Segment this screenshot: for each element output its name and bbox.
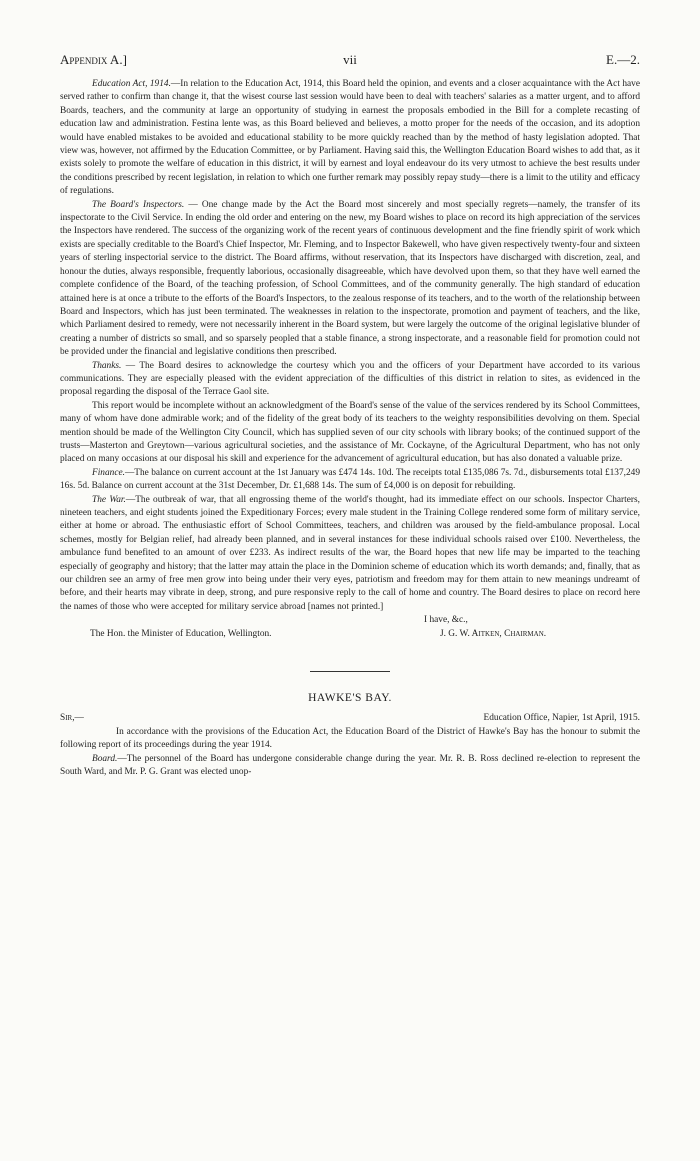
paragraph-text: —The personnel of the Board has undergone considerable change during the year. Mr. R. B. Ross declined re-election to represent the South Ward, and Mr. P. G. Grant was elected unop-	[60, 753, 640, 778]
page-header	[60, 52, 640, 78]
addressee: The Hon. the Minister of Education, Wellington.	[90, 628, 272, 639]
closing-formula: I have, &c.,	[424, 615, 468, 626]
paragraph-finance	[60, 467, 640, 494]
paragraph-text: —In relation to the Education Act, 1914, this Board held the opinion, and events and a closer acquaintance with the Act have served rather to confirm than change it, that the wisest course last session would have been to deal with teachers' salaries as a matter urgent, and to afford Boards, teachers, and the community at large an opportunity of studying in earnest the proposals embodied in the Bill for a complete recasting of education law and administration. Festina lente was, as this Board believed and believes, a motto proper for the needs of the occasion, and its adoption would have enabled mistakes to be avoided and educational stability to be more quickly reached than by the method of hasty legislation adopted. That view was, however, not affirmed by the Education Committee, or by Parliament. Having said this, the Wellington Education Board wishes to add that, as it exists solely to promote the welfare of education in this district, it will by earnest and loyal endeavour do its very utmost to achieve the best results under the conditions prescribed by recent legislation, in relation to which one further remark may possibly repay study—there is a limit to the utility and efficacy of regulations.	[60, 79, 640, 197]
paragraph-hawkes-bay-board	[60, 753, 640, 780]
signatory: J. G. W. Aitken, Chairman.	[440, 628, 547, 639]
paragraph-lead: Education Act, 1914.	[92, 79, 171, 89]
paragraph-education-act	[60, 78, 640, 199]
section-title-hawkes-bay: HAWKE'S BAY.	[308, 692, 392, 705]
paragraph-lead: Finance.	[92, 467, 125, 478]
page-number: vii	[343, 52, 357, 67]
paragraph-text: —The balance on current account at the 1st January was £474 14s. 10d. The receipts total £135,086 7s. 7d., disbursements total £137,249 16s. 5d. Balance on current account at the 31st December, Dr. £1,688 14s. The sum of £4,000 is on deposit for rebuilding.	[60, 467, 640, 492]
paragraph-text: —The outbreak of war, that all engrossing theme of the world's thought, had its immediate effect on our schools. Inspector Charters, nineteen teachers, and eight students joined the Expeditionary Forces; every male student in the Training College rendered some form of military service, either at home or abroad. The enthusiastic effort of School Committees, teachers, and children was aroused by the field-ambulance proposal. Local schemes, mostly for Belgian relief, had already been planned, and in several instances for these individual schools raised over £100. Nevertheless, the ambulance fund benefited to an amount of over £233. As indirect results of the war, the Board hopes that new life may be imparted to the teaching especially of geography and history; that the latter may attain the place in the Dominion scheme of education which its worth demands; and, finally, that as our children see an army of free men grow into being under their very eyes, patriotism and freedom may for them attain to new meanings undreamt of before, and their hearts may vibrate in deep, strong, and pure responsive reply to the call of home and country. The Board desires to place on record here the names of those who were accepted for military service abroad [names not printed.]	[60, 494, 640, 612]
paragraph-lead: Board.	[92, 753, 118, 764]
letter-dateline-row	[60, 712, 640, 726]
paragraph-lead: Thanks.	[92, 360, 122, 371]
paragraph-text: This report would be incomplete without an acknowledgment of the Board's sense of the value of the services rendered by its School Committees, many of whom have done admirable work; and of the fidelity of the great body of its teachers to the weighty responsibilities devolving on them. Special mention should be made of the Wellington City Council, which has supplied seven of our city schools with library books; of the continued support of the trusts—Masterton and Greytown—various agricultural societies, and the assistance of Mr. Cockayne, of the Agricultural Department, who has not only placed on many occasions at our disposal his skill and experience for the advancement of agricultural education, but has also donated a valuable prize.	[60, 400, 640, 465]
appendix-label: Appendix A.]	[60, 52, 127, 67]
paragraph-hawkes-bay-intro: In accordance with the provisions of the Education Act, the Education Board of the District of Hawke's Bay has the honour to submit the following report of its proceedings during the year 1914.	[60, 727, 640, 751]
paragraph-thanks	[60, 360, 640, 400]
document-code: E.—2.	[606, 52, 640, 67]
paragraph-text: — The Board desires to acknowledge the courtesy which you and the officers of your Department have accorded to its various communications. They are especially pleased with the evident appreciation of the difficulties of this district in relation to sites, as evidenced in the proposal regarding the disposal of the Terrace Gaol site.	[60, 360, 640, 398]
signature-row	[60, 628, 640, 641]
signature-closing-row	[60, 614, 640, 627]
document-page	[60, 52, 640, 780]
dateline: Education Office, Napier, 1st April, 1915.	[483, 713, 640, 724]
salutation: Sir,—	[60, 713, 84, 724]
paragraph-text: — One change made by the Act the Board most sincerely and most specially regrets—namely, the transfer of its inspectorate to the Civil Service. In ending the old order and entering on the new, my Board wishes to place on record its high appreciation of the services the Inspectors have rendered. The success of the organizing work of the recent years of continuous development and the fine friendly spirit of work which exists are specially creditable to the Board's Chief Inspector, Mr. Fleming, and to Inspector Bakewell, who have given respectively twenty-four and sixteen years of sterling inspectorial service to the district. The Board affirms, without reservation, that its Inspectors have discharged with discretion, zeal, and honour the duties, always responsible, frequently laborious, occasionally disagreeable, which have devolved upon them, so that they have well earned the complete confidence of the Board, of the teaching profession, of School Committees, and of the community generally. The high standard of education attained here is at once a tribute to the efforts of the Board's Inspectors, to the zealous response of its teachers, and to the worth of the relationship between Board and Inspectors, which has just been terminated. The weaknesses in relation to the inspectorate, promotion and payment of teachers, and the like, which Parliament desired to remedy, were not necessarily inherent in the Board system, but were largely the outcome of the original legislative blunder of creating a number of districts so small, and so sparsely peopled that a stable finance, a strong inspectorate, and a reasonable field for promotion could not be provided under the financial and legislative conditions then prescribed.	[60, 199, 640, 358]
paragraph-lead: The War.	[92, 494, 126, 505]
paragraph-the-war	[60, 494, 640, 615]
section-divider	[310, 671, 390, 672]
paragraph-lead: The Board's Inspectors.	[92, 199, 185, 210]
paragraph-board-inspectors	[60, 199, 640, 360]
paragraph-acknowledgment	[60, 400, 640, 467]
